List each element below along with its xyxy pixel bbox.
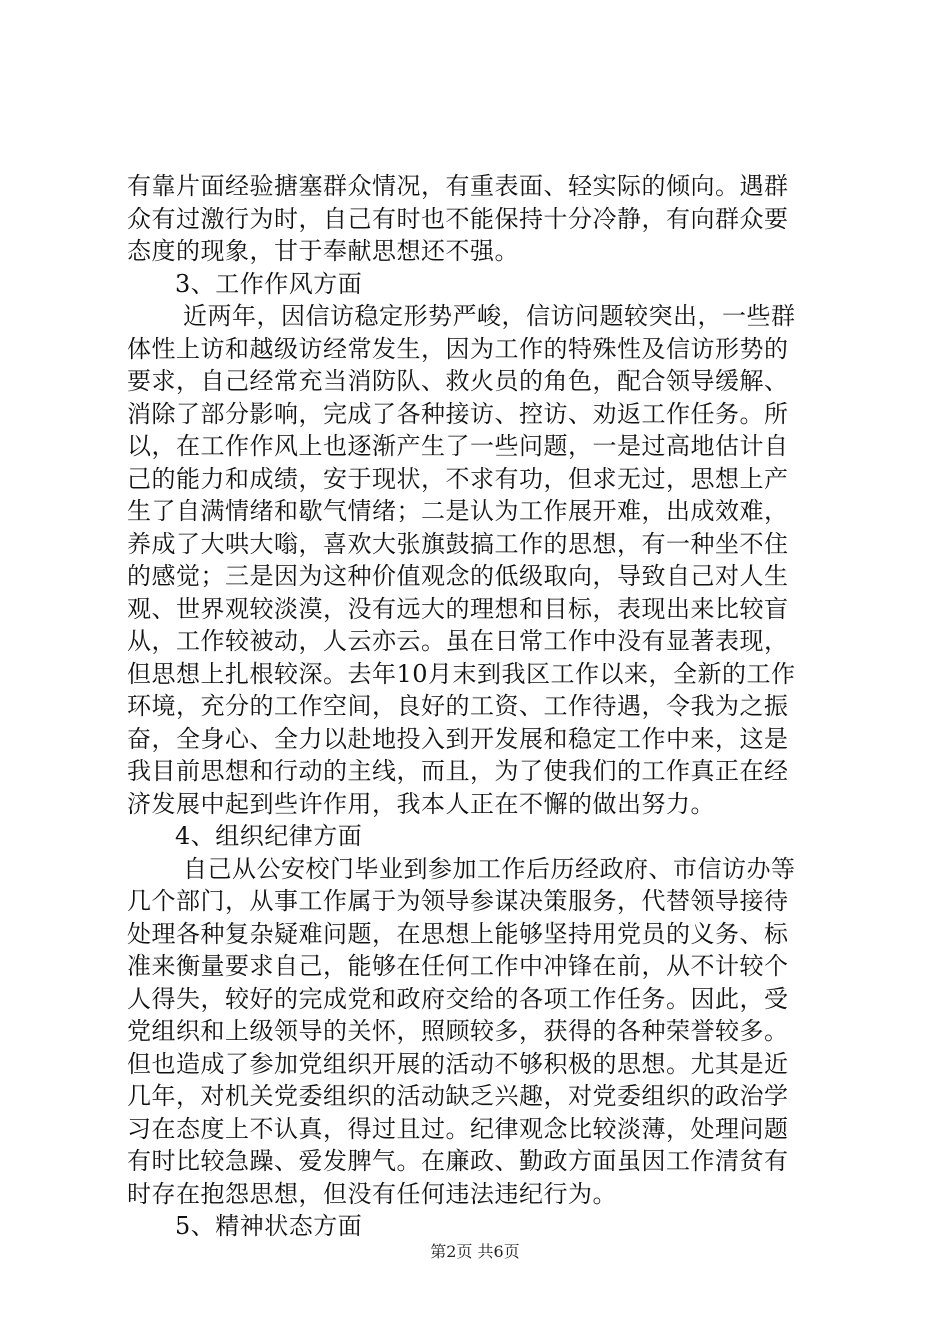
text-line: 有时比较急躁、爱发脾气。在廉政、勤政方面虽因工作清贫有	[127, 1147, 789, 1175]
text-line: 养成了大哄大嗡，喜欢大张旗鼓搞工作的思想，有一种坐不住	[127, 529, 789, 558]
document-body	[127, 170, 847, 1243]
text-line: 人得失，较好的完成党和政府交给的各项工作任务。因此，受	[127, 984, 789, 1013]
text-line: 环境，充分的工作空间，良好的工资、工作待遇，令我为之振	[127, 692, 789, 720]
text-line: 奋，全身心、全力以赴地投入到开发展和稳定工作中来，这是	[127, 724, 789, 753]
text-line: 习在态度上不认真，得过且过。纪律观念比较淡薄，处理问题	[127, 1114, 789, 1143]
text-line: 以，在工作作风上也逐渐产生了一些问题，一是过高地估计自	[127, 432, 789, 460]
section-heading: 4、组织纪律方面	[175, 822, 363, 850]
text-line: 己的能力和成绩，安于现状，不求有功，但求无过，思想上产	[127, 464, 789, 493]
text-line: 要求，自己经常充当消防队、救火员的角色，配合领导缓解、	[127, 367, 789, 395]
text-line: 时存在抱怨思想，但没有任何违法违纪行为。	[127, 1179, 617, 1208]
text-line: 近两年，因信访稳定形势严峻，信访问题较突出，一些群	[183, 302, 796, 330]
text-line: 几年，对机关党委组织的活动缺乏兴趣，对党委组织的政治学	[127, 1082, 789, 1110]
text-line: 体性上访和越级访经常发生，因为工作的特殊性及信访形势的	[127, 334, 789, 363]
text-line: 处理各种复杂疑难问题，在思想上能够坚持用党员的义务、标	[127, 919, 789, 948]
text-line: 态度的现象，甘于奉献思想还不强。	[127, 237, 519, 265]
text-line: 观、世界观较淡漠，没有远大的理想和目标，表现出来比较盲	[127, 594, 789, 623]
text-line: 但也造成了参加党组织开展的活动不够积极的思想。尤其是近	[127, 1049, 789, 1078]
text-line: 准来衡量要求自己，能够在任何工作中冲锋在前，从不计较个	[127, 952, 789, 980]
page-footer: 第2页 共6页	[430, 1242, 520, 1261]
text-line: 但思想上扎根较深。去年10月末到我区工作以来，全新的工作	[127, 659, 796, 688]
text-line: 自己从公安校门毕业到参加工作后历经政府、市信访办等	[183, 854, 796, 883]
text-line: 党组织和上级领导的关怀，照顾较多，获得的各种荣誉较多。	[127, 1017, 789, 1045]
text-line: 生了自满情绪和歇气情绪；二是认为工作展开难，出成效难，	[127, 497, 789, 525]
text-line: 几个部门，从事工作属于为领导参谋决策服务，代替领导接待	[127, 887, 789, 915]
text-line: 从，工作较被动，人云亦云。虽在日常工作中没有显著表现，	[127, 627, 789, 655]
section-heading: 5、精神状态方面	[175, 1212, 363, 1240]
text-line: 济发展中起到些许作用，我本人正在不懈的做出努力。	[127, 789, 715, 818]
section-heading: 3、工作作风方面	[175, 269, 363, 298]
text-line: 众有过激行为时，自己有时也不能保持十分冷静，有向群众要	[127, 204, 789, 233]
text-line: 有靠片面经验搪塞群众情况，有重表面、轻实际的倾向。遇群	[127, 172, 789, 200]
text-line: 消除了部分影响，完成了各种接访、控访、劝返工作任务。所	[127, 399, 789, 428]
text-line: 的感觉；三是因为这种价值观念的低级取向，导致自己对人生	[127, 562, 789, 590]
text-line: 我目前思想和行动的主线，而且，为了使我们的工作真正在经	[127, 757, 789, 785]
